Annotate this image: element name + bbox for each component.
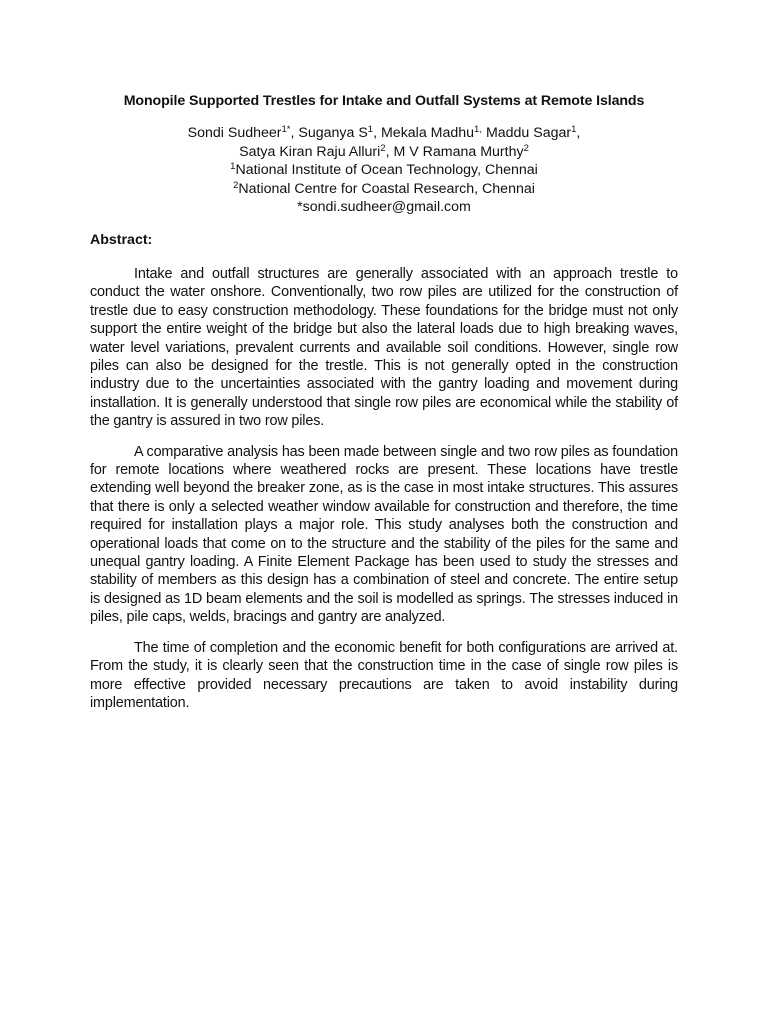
author-name: Sondi Sudheer [187, 125, 282, 141]
author-separator: , [385, 143, 394, 160]
paper-title: Monopile Supported Trestles for Intake and Outfall Systems at Remote Islands [123, 93, 645, 109]
author-line-2 [90, 143, 678, 162]
abstract-paragraph-3: The time of completion and the economic benefit for both configurations are arrived at. From the study, it is clearly seen that the construction time in the case of single row piles is more effective provided necessary precautions are taken to avoid instability during implementation. [90, 639, 678, 711]
affiliation-superscript: 1 [230, 161, 236, 173]
author-superscript: 1, [474, 124, 482, 135]
affiliation-text: National Centre for Coastal Research, Chennai [238, 180, 535, 197]
affiliation-2 [90, 180, 678, 199]
author-name: Mekala Madhu [380, 125, 475, 141]
author-line-1 [90, 124, 678, 143]
author-separator: , [373, 125, 381, 141]
author-superscript: 2 [380, 142, 386, 154]
author-name: M V Ramana Murthy [393, 143, 524, 160]
affiliation-1 [90, 161, 678, 180]
abstract-paragraph-1: Intake and outfall structures are generally associated with an approach trestle to conduct the water onshore. Conventionally, two row piles are utilized for the construction of trestle due to easy construction methodology. These foundations for the bridge must not only support the entire weight of the bridge but also the lateral loads due to high breaking waves, water level variations, prevalent currents and available soil conditions. However, single row piles can also be designed for the trestle. This is not generally opted in the construction industry due to the uncertainties associated with the gantry loading and movement during installation. It is generally understood that single row piles are economical while the stability of the gantry is assured in two row piles. [90, 265, 678, 430]
author-superscript: 1* [281, 124, 291, 135]
paper-page [90, 93, 678, 712]
abstract-paragraph-2: A comparative analysis has been made between single and two row piles as foundation for remote locations where weathered rocks are present. These locations have trestle extending well beyond the breaker zone, as is the case in most intake structures. This assures that there is only a selected weather window available for construction and therefore, the time required for installation plays a major role. This study analyses both the construction and operational loads that come on to the structure and the stability of the piles for the same and unequal gantry loading. A Finite Element Package has been used to study the stresses and stability of members as this design has a combination of steel and concrete. The entire setup is designed as 1D beam elements and the soil is modelled as springs. The stresses induced in piles, pile caps, welds, bracings and gantry are analyzed. [90, 443, 678, 626]
affiliation-superscript: 2 [233, 179, 239, 191]
author-name: Suganya S [298, 125, 368, 141]
author-superscript: 2 [523, 142, 529, 154]
author-separator: , [290, 125, 299, 141]
corresponding-email: *sondi.sudheer@gmail.com [297, 199, 471, 216]
author-separator: , [576, 125, 581, 141]
author-superscript: 1 [367, 124, 374, 135]
abstract-heading: Abstract: [90, 231, 153, 248]
author-name: Maddu Sagar [485, 125, 572, 141]
affiliation-text: National Institute of Ocean Technology, Chennai [235, 162, 538, 179]
author-block [90, 124, 678, 217]
author-name: Satya Kiran Raju Alluri [239, 143, 381, 160]
author-superscript: 1 [571, 124, 577, 135]
